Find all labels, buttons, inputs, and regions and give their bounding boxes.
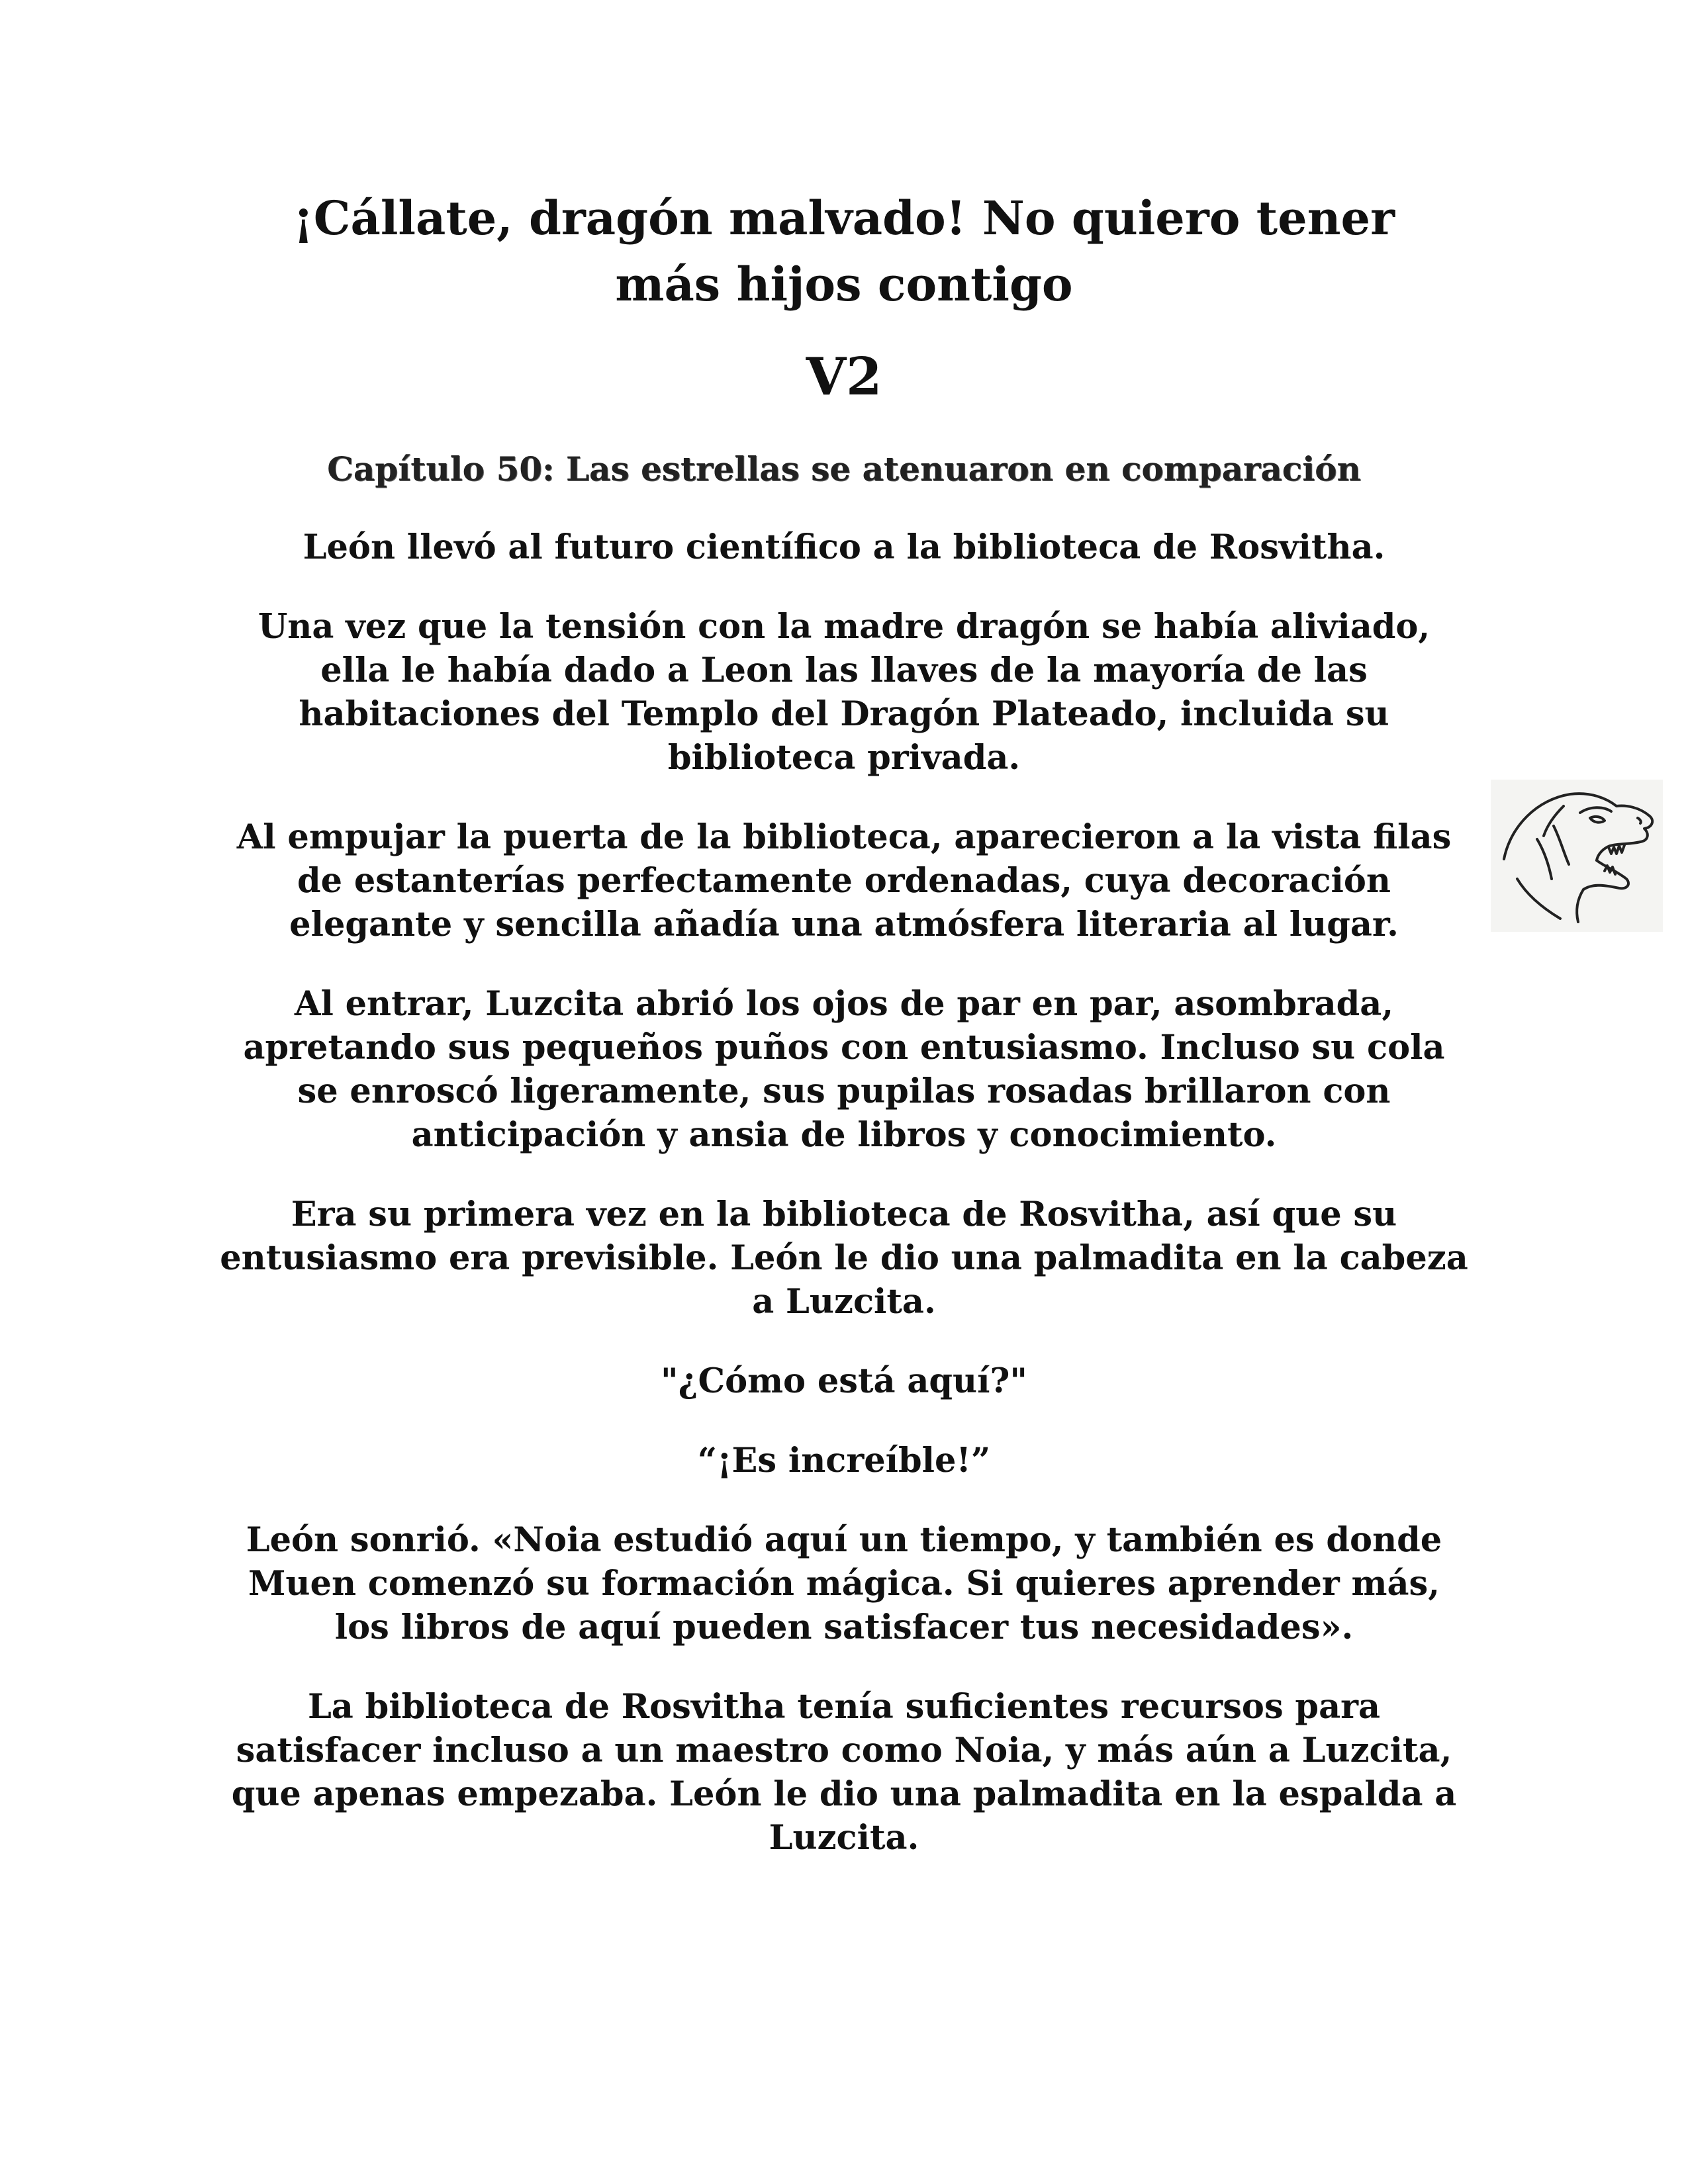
dialogue-line: “¡Es increíble!” — [697, 1441, 991, 1480]
title-line-2: más hijos contigo — [615, 257, 1073, 312]
paragraph: Al empujar la puerta de la biblioteca, aparecieron a la vista filas de estanterías perfectamente ordenadas, cuya decoración elegante y sencilla añadía una atmósfera literaria al lugar. — [236, 817, 1452, 944]
dragon-head-sketch-icon — [1491, 780, 1663, 932]
paragraph: La biblioteca de Rosvitha tenía suficientes recursos para satisfacer incluso a un maestro como Noia, y más aún a Luzcita, que apenas empezaba. León le dio una palmadita en la espalda a Luzcita. — [231, 1687, 1457, 1858]
paragraph: León llevó al futuro científico a la biblioteca de Rosvitha. — [303, 527, 1385, 567]
chapter-heading: Capítulo 50: Las estrellas se atenuaron en comparación — [327, 449, 1361, 488]
document-page — [218, 185, 1470, 1860]
title-line-1: ¡Cállate, dragón malvado! No quiero tener — [293, 191, 1395, 246]
volume-label: V2 — [806, 347, 882, 407]
paragraph: León sonrió. «Noia estudió aquí un tiempo, y también es donde Muen comenzó su formación mágica. Si quieres aprender más, los libros de aquí pueden satisfacer tus necesidades». — [246, 1520, 1442, 1647]
paragraph: Era su primera vez en la biblioteca de Rosvitha, así que su entusiasmo era previsible. León le dio una palmadita en la cabeza a Luzcita. — [220, 1195, 1468, 1322]
paragraph: Al entrar, Luzcita abrió los ojos de par en par, asombrada, apretando sus pequeños puños con entusiasmo. Incluso su cola se enroscó ligeramente, sus pupilas rosadas brillaron con anticipación y ansia de libros y conocimiento. — [243, 984, 1445, 1155]
dialogue-line: "¿Cómo está aquí?" — [661, 1361, 1027, 1401]
paragraph: Una vez que la tensión con la madre dragón se había aliviado, ella le había dado a Leon las llaves de la mayoría de las habitaciones del Templo del Dragón Plateado, incluida su biblioteca privada. — [258, 607, 1430, 778]
document-title — [218, 185, 1470, 318]
